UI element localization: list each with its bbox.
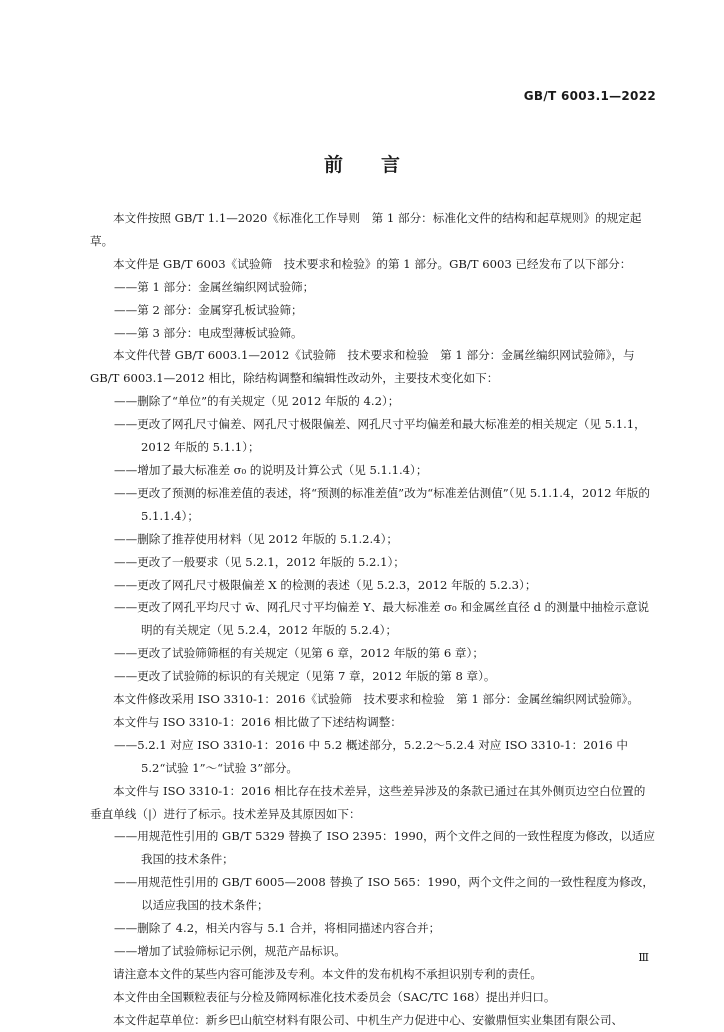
list-item: ——更改了试验筛的标识的有关规定（见第 7 章，2012 年版的第 8 章）。 (114, 669, 496, 684)
list-item: ——删除了推荐使用材料（见 2012 年版的 5.1.2.4）； (114, 531, 399, 546)
list-item: ——第 3 部分：电成型薄板试验筛。 (114, 325, 303, 340)
standard-number: GB/T 6003.1—2022 (523, 89, 656, 103)
list-item: ——更改了预测的标准差值的表述，将“预测的标准差值”改为“标准差估测值”（见 5.1.1.4，2012 年版的 5.1.1.4）； (114, 485, 650, 523)
list-item: ——更改了网孔尺寸偏差、网孔尺寸极限偏差、网孔尺寸平均偏差和最大标准差的相关规定（见 5.1.1，2012 年版的 5.1.1）； (114, 417, 646, 455)
list-item: ——删除了“单位”的有关规定（见 2012 年版的 4.2）； (114, 394, 400, 409)
list-item: ——5.2.1 对应 ISO 3310-1：2016 中 5.2 概述部分，5.2.2～5.2.4 对应 ISO 3310-1：2016 中 5.2“试验 1”～“试验 3”部分。 (114, 737, 628, 775)
list-item: ——更改了试验筛筛框的有关规定（见第 6 章，2012 年版的第 6 章）； (114, 646, 484, 661)
list-item: ——更改了网孔平均尺寸 w̄、网孔尺寸平均偏差 Y、最大标准差 σ₀ 和金属丝直径 d 的测量中抽检示意说明的有关规定（见 5.2.4，2012 年版的 5.2.4）； (114, 600, 650, 638)
paragraph: 本文件与 ISO 3310-1：2016 相比做了下述结构调整： (113, 714, 402, 729)
list-item: ——用规范性引用的 GB/T 5329 替换了 ISO 2395：1990，两个文件之间的一致性程度为修改，以适应我国的技术条件； (114, 829, 655, 867)
paragraph: 本文件代替 GB/T 6003.1—2012《试验筛 技术要求和检验 第 1 部分：金属丝编织网试验筛》，与 GB/T 6003.1—2012 相比，除结构调整和编辑性改动外，主要技术变化如下： (90, 348, 635, 386)
paragraph: 本文件是 GB/T 6003《试验筛 技术要求和检验》的第 1 部分。GB/T 6003 已经发布了以下部分： (113, 256, 632, 271)
list-item: ——第 2 部分：金属穿孔板试验筛； (114, 302, 303, 317)
list-item: ——用规范性引用的 GB/T 6005—2008 替换了 ISO 565：1990，两个文件之间的一致性程度为修改，以适应我国的技术条件； (114, 875, 654, 913)
list-item: ——更改了一般要求（见 5.2.1，2012 年版的 5.2.1）； (114, 554, 405, 569)
paragraph: 本文件与 ISO 3310-1：2016 相比存在技术差异，这些差异涉及的条款已通过在其外侧页边空白位置的垂直单线（|）进行了标示。技术差异及其原因如下： (90, 783, 646, 821)
paragraph: 本文件由全国颗粒表征与分检及筛网标准化技术委员会（SAC/TC 168）提出并归口。 (113, 989, 556, 1004)
paragraph: 请注意本文件的某些内容可能涉及专利。本文件的发布机构不承担识别专利的责任。 (113, 966, 542, 981)
page-number: Ⅲ (638, 951, 649, 964)
list-item: ——更改了网孔尺寸极限偏差 X 的检测的表述（见 5.2.3，2012 年版的 5.2.3）； (114, 577, 537, 592)
document-body (90, 207, 656, 1032)
paragraph: 本文件起草单位：新乡巴山航空材料有限公司、中机生产力促进中心、安徽鼎恒实业集团有限公司、 (113, 1012, 624, 1027)
list-item: ——增加了试验筛标记示例，规范产品标识。 (114, 944, 346, 958)
paragraph: 本文件按照 GB/T 1.1—2020《标准化工作导则 第 1 部分：标准化文件的结构和起草规则》的规定起草。 (90, 211, 642, 248)
list-item: ——第 1 部分：金属丝编织网试验筛； (114, 279, 315, 294)
page-title: 前言 (323, 154, 438, 176)
paragraph: 本文件修改采用 ISO 3310-1：2016《试验筛 技术要求和检验 第 1 部分：金属丝编织网试验筛》。 (113, 692, 640, 707)
list-item: ——增加了最大标准差 σ₀ 的说明及计算公式（见 5.1.1.4）； (114, 462, 428, 477)
list-item: ——删除了 4.2，相关内容与 5.1 合并，将相同描述内容合并； (114, 921, 441, 936)
